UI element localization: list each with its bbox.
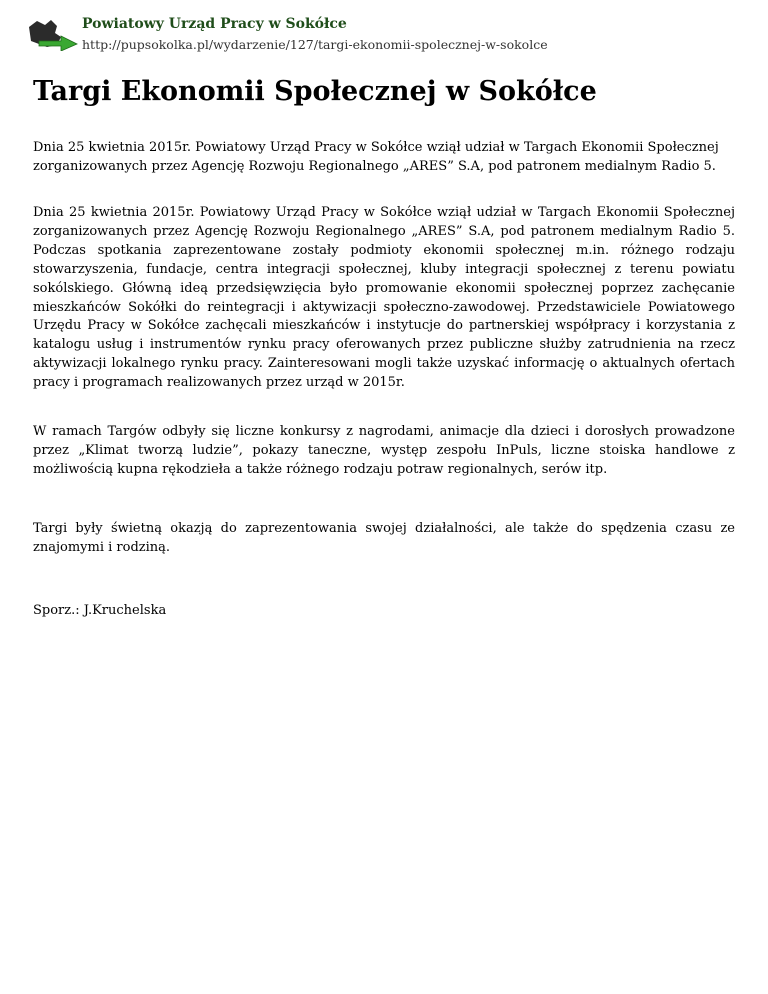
author-signature: Sporz.: J.Kruchelska: [33, 603, 167, 618]
body-paragraph-2: W ramach Targów odbyły się liczne konkursy z nagrodami, animacje dla dzieci i dorosłych prowadzone przez „Klimat tworzą ludzie”, pokazy taneczne, występ zespołu InPuls, liczne stoiska handlowe z możliwością kupna rękodzieła a także różnego rodzaju potraw regionalnych, serów itp.: [33, 424, 735, 477]
lead-paragraph: Dnia 25 kwietnia 2015r. Powiatowy Urząd Pracy w Sokółce wziął udział w Targach Ekonomii Społecznej zorganizowanych przez Agencję Rozwoju Regionalnego „ARES” S.A, pod patronem medialnym Radio 5.: [33, 140, 719, 174]
page-title: Targi Ekonomii Społecznej w Sokółce: [33, 76, 597, 107]
site-name[interactable]: Powiatowy Urząd Pracy w Sokółce: [82, 16, 347, 32]
page-header: [27, 14, 747, 58]
body-paragraph-3: Targi były świetną okazją do zaprezentowania swojej działalności, ale także do spędzenia czasu ze znajomymi i rodziną.: [33, 521, 735, 555]
page-url[interactable]: http://pupsokolka.pl/wydarzenie/127/targi-ekonomii-spolecznej-w-sokolce: [82, 37, 548, 52]
body-paragraph-1: Dnia 25 kwietnia 2015r. Powiatowy Urząd Pracy w Sokółce wziął udział w Targach Ekonomii Społecznej zorganizowanych przez Agencję Rozwoju Regionalnego „ARES” S.A, pod patronem medialnym Radio 5. Podczas spotkania zaprezentowane zostały podmioty ekonomii społecznej m.in. różnego rodzaju stowarzyszenia, fundacje, centra integracji społecznej, kluby integracji społecznej z terenu powiatu sokólskiego. Główną ideą przedsięwzięcia było promowanie ekonomii społecznej poprzez zachęcanie mieszkańców Sokółki do reintegracji i aktywizacji społeczno-zawodowej. Przedstawiciele Powiatowego Urzędu Pracy w Sokółce zachęcali mieszkańców i instytucje do partnerskiej współpracy i korzystania z katalogu usług i instrumentów rynku pracy oferowanych przez publiczne służby zatrudnienia na rzecz aktywizacji lokalnego rynku pracy. Zainteresowani mogli także uzyskać informację o aktualnych ofertach pracy i programach realizowanych przez urząd w 2015r.: [33, 205, 735, 391]
map-arrow-logo-icon: [27, 17, 79, 51]
